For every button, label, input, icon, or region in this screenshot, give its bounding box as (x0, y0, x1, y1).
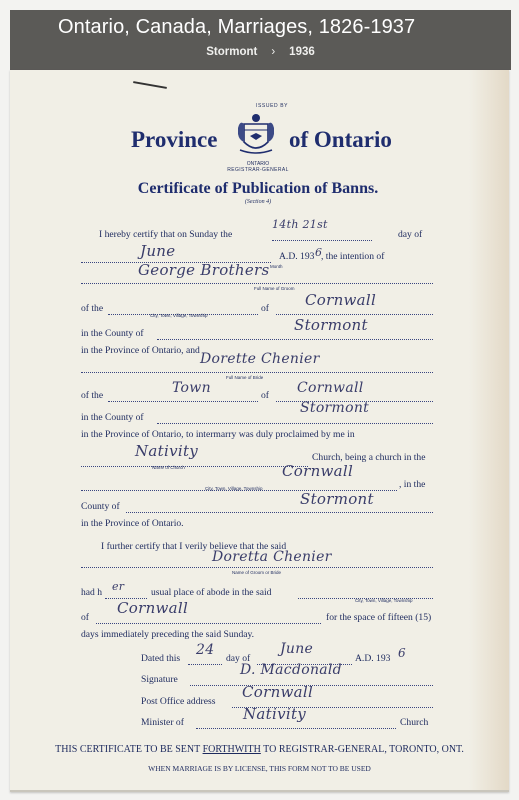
intermarry-label: in the Province of Ontario, to intermarry was duly proclaimed by me in (81, 429, 355, 440)
breadcrumb-year[interactable]: 1936 (289, 46, 315, 58)
groom-county-line (157, 339, 433, 340)
usual-place-label: usual place of abode in the said (151, 587, 272, 598)
sunday-day-line (272, 240, 372, 241)
province-and-label: in the Province of Ontario, and (81, 345, 200, 356)
church-city-sublabel: City, Town, Village, Township (205, 486, 263, 491)
further-certify-label: I further certify that I verily believe that the said (101, 541, 287, 552)
certificate-title: Certificate of Publication of Banns. (137, 180, 379, 197)
collection-title: Ontario, Canada, Marriages, 1826-1937 (58, 16, 416, 38)
church-county-label: County of (81, 501, 120, 512)
groom-name-value: George Brothers (138, 261, 270, 279)
believe-name-value: Doretta Chenier (212, 549, 332, 565)
crest-label-registrar: REGISTRAR-GENERAL (227, 167, 289, 173)
groom-county-value: Stormont (294, 316, 368, 334)
bride-name-sublabel: Full Name of Bride (226, 375, 264, 380)
had-her-value: er (112, 580, 125, 593)
dated-this-label: Dated this (141, 653, 181, 664)
groom-county-label: in the County of (81, 328, 144, 339)
dated-month-value: June (280, 641, 314, 657)
footer-instruction (10, 744, 509, 755)
church-name-sublabel: Name of Church (152, 465, 185, 470)
bride-type-value: Town (172, 380, 211, 396)
believe-name-line (81, 567, 433, 568)
sunday-day-value: 14th 21st (272, 218, 328, 231)
church-label: Church (400, 717, 429, 728)
province-word: Province (131, 127, 218, 152)
bride-county-line (157, 423, 433, 424)
post-office-label: Post Office address (141, 696, 216, 707)
footer-license-note: WHEN MARRIAGE IS BY LICENSE, THIS FORM NOT TO BE USED (148, 764, 371, 773)
abode-place-value: Cornwall (117, 599, 189, 617)
dated-day-value: 24 (196, 642, 215, 658)
minister-church-line (196, 728, 396, 729)
footer-text-2: TO REGISTRAR-GENERAL, TORONTO, ONT. (260, 744, 464, 755)
footer-forthwith: FORTHWITH (202, 744, 261, 755)
dated-day-of-label: day of (226, 653, 251, 664)
bride-of-the-label: of the (81, 390, 104, 401)
minister-church-value: Nativity (243, 705, 307, 723)
certify-line-label: I hereby certify that on Sunday the (99, 229, 233, 240)
crest-label-ontario: ONTARIO (246, 161, 270, 167)
bride-of-label: of (261, 390, 269, 401)
issued-by: ISSUED BY (256, 103, 289, 109)
breadcrumb (10, 46, 511, 58)
ontario-crest-icon (236, 110, 276, 158)
believe-name-sublabel: Name of Groom or Bride (232, 570, 282, 575)
in-the-label: , in the (399, 479, 426, 490)
abode-place-line (96, 623, 321, 624)
groom-type-sublabel: City, Town, Village, Township (150, 313, 208, 318)
collection-header (10, 10, 511, 70)
year-digit-value: 6 (315, 246, 323, 259)
groom-name-sublabel: Full Name of Groom (254, 286, 295, 291)
church-county-value: Stormont (300, 490, 374, 508)
had-h-label: had h (81, 587, 103, 598)
paper-stain (469, 70, 509, 790)
breadcrumb-county[interactable]: Stormont (206, 46, 258, 58)
month-value: June (140, 242, 176, 260)
month-sublabel: Month (270, 264, 283, 269)
footer-text-1: THIS CERTIFICATE TO BE SENT (55, 744, 203, 755)
minister-of-label: Minister of (141, 717, 184, 728)
signature-label: Signature (141, 674, 178, 685)
of-label: of (261, 303, 269, 314)
post-office-value: Cornwall (242, 683, 314, 701)
dated-year-digit-value: 6 (398, 646, 406, 660)
fifteen-days-label: for the space of fifteen (15) (326, 612, 432, 623)
groom-place-line (276, 314, 433, 315)
church-being-label: Church, being a church in the (312, 452, 426, 463)
church-name-value: Nativity (135, 442, 199, 460)
abode-type-sublabel: City, Town, Village, Township (355, 598, 413, 603)
intention-of-label: , the intention of (321, 251, 385, 262)
church-county-line (126, 512, 433, 513)
ad-label: A.D. 193 (279, 251, 315, 262)
dated-ad-label: A.D. 193 (355, 653, 391, 664)
province-end-label: in the Province of Ontario. (81, 518, 184, 529)
groom-name-line (81, 283, 433, 284)
day-of-label: day of (398, 229, 423, 240)
church-name-line (81, 466, 308, 467)
bride-county-value: Stormont (300, 400, 370, 416)
bride-type-line (108, 401, 258, 402)
bride-name-value: Dorette Chenier (200, 351, 320, 367)
abode-of-label: of (81, 612, 89, 623)
of-ontario: of Ontario (289, 127, 392, 152)
church-city-value: Cornwall (282, 462, 354, 480)
dated-day-line (188, 664, 222, 665)
groom-place-value: Cornwall (305, 291, 377, 309)
bride-county-label: in the County of (81, 412, 144, 423)
section-reference: (Section 4) (244, 199, 272, 205)
of-the-label: of the (81, 303, 104, 314)
bride-name-line (81, 372, 433, 373)
signature-value: D. Macdonald (240, 662, 342, 678)
days-preceding-label: days immediately preceding the said Sunday. (81, 629, 255, 640)
breadcrumb-separator: › (271, 46, 276, 58)
bride-place-value: Cornwall (297, 380, 364, 396)
